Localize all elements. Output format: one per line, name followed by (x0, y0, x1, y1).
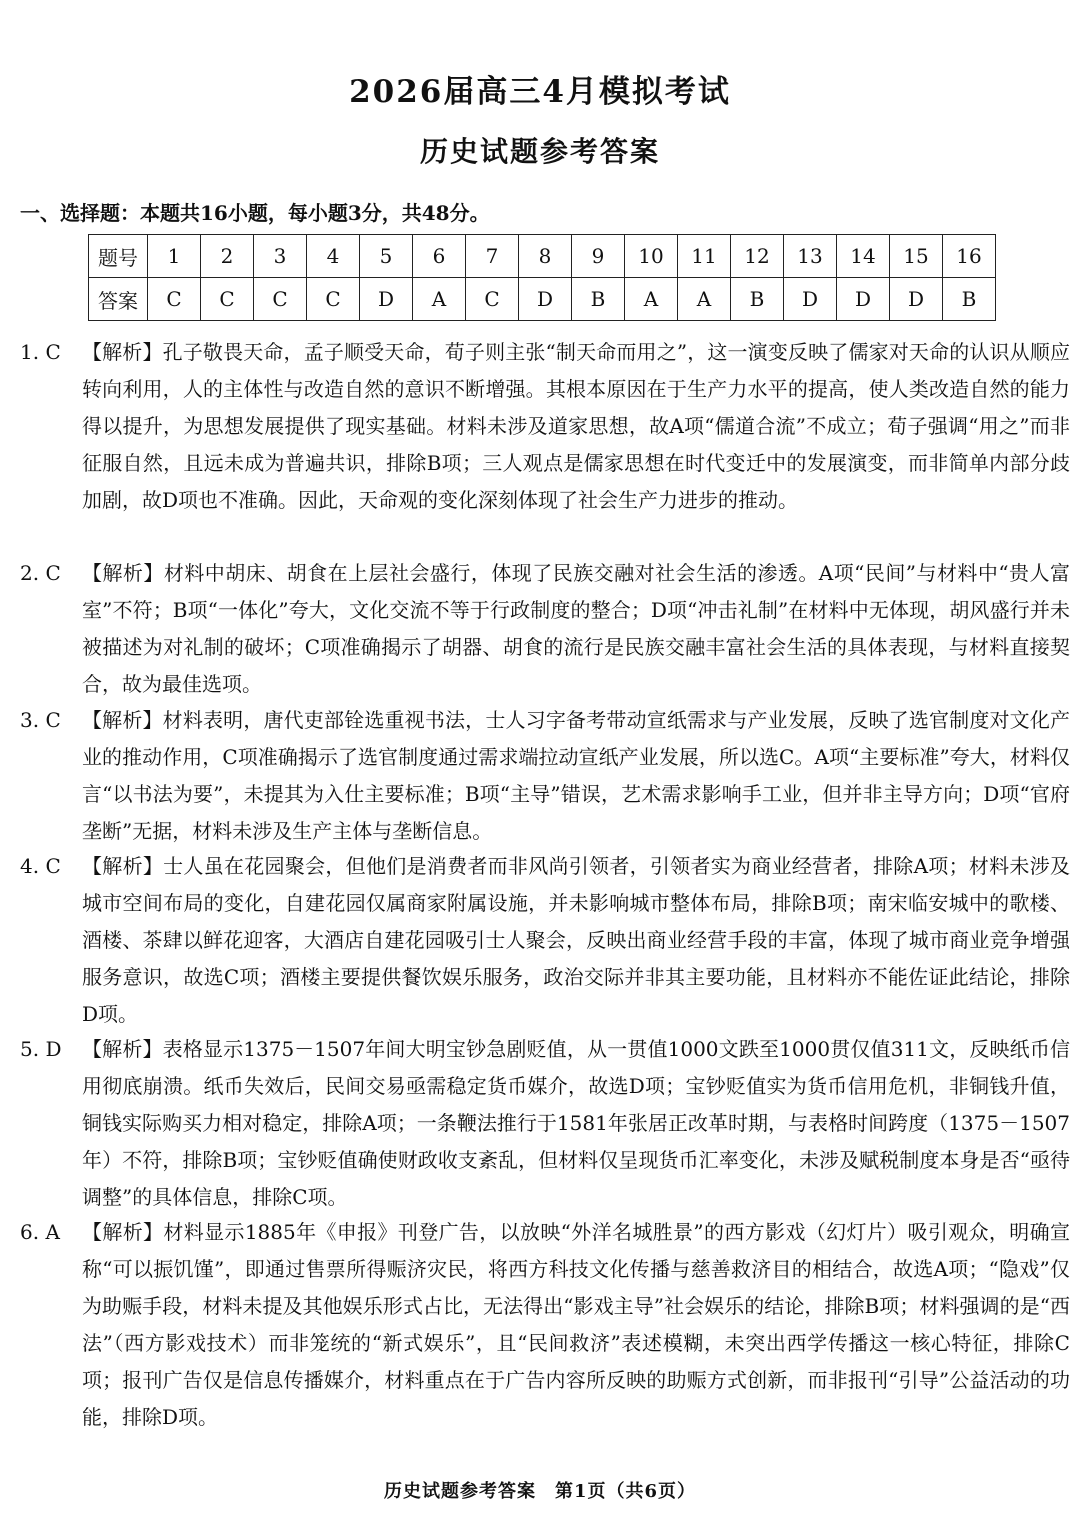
exam-title: 2026届高三4月模拟考试 (349, 74, 731, 110)
question-number-cell: 5 (360, 235, 413, 278)
question-number-answer: 3. C (20, 708, 61, 732)
question-number-cell: 2 (201, 235, 254, 278)
question-number-answer: 2. C (20, 561, 61, 585)
explanation-text: 【解析】材料显示1885年《申报》刊登广告，以放映“外洋名城胜景”的西方影戏（幻灯片）吸引观众，明确宣称“可以振饥馑”，即通过售票所得赈济灾民，将西方科技文化传播与慈善救济目的相结合，故选A项；“隐戏”仅为助赈手段，材料未提及其他娱乐形式占比，无法得出“影戏主导”社会娱乐的结论，排除B项；材料强调的是“西法”（西方影戏技术）而非笼统的“新式娱乐”，且“民间救济”表述模糊，未突出西学传播这一核心特征，排除C项；报刊广告仅是信息传播媒介，材料重点在于广告内容所反映的助赈方式创新，而非报刊“引导”公益活动的功能，排除D项。 (82, 1220, 1070, 1429)
question-number-cell: 8 (519, 235, 572, 278)
row-label-answers: 答案 (89, 278, 148, 321)
question-number-cell: 6 (413, 235, 466, 278)
question-explanation (20, 848, 1070, 1033)
explanation-text: 【解析】材料表明，唐代吏部铨选重视书法，士人习字备考带动宣纸需求与产业发展，反映了选官制度对文化产业的推动作用，C项准确揭示了选官制度通过需求端拉动宣纸产业发展，所以选C。A项“主要标准”夸大，材料仅言“以书法为要”，未提其为入仕主要标准；B项“主导”错误，艺术需求影响手工业，但并非主导方向；D项“官府垄断”无据，材料未涉及生产主体与垄断信息。 (82, 708, 1070, 843)
question-number-cell: 3 (254, 235, 307, 278)
explanation-text: 【解析】士人虽在花园聚会，但他们是消费者而非风尚引领者，引领者实为商业经营者，排除A项；材料未涉及城市空间布局的变化，自建花园仅属商家附属设施，并未影响城市整体布局，排除B项；南宋临安城中的歌楼、酒楼、茶肆以鲜花迎客，大酒店自建花园吸引士人聚会，反映出商业经营手段的丰富，体现了城市商业竞争增强服务意识，故选C项；酒楼主要提供餐饮娱乐服务，政治交际并非其主要功能，且材料亦不能佐证此结论，排除D项。 (82, 854, 1070, 1026)
explanation-text: 【解析】材料中胡床、胡食在上层社会盛行，体现了民族交融对社会生活的渗透。A项“民间”与材料中“贵人富室”不符；B项“一体化”夸大，文化交流不等于行政制度的整合；D项“冲击礼制”在材料中无体现，胡风盛行并未被描述为对礼制的破坏；C项准确揭示了胡器、胡食的流行是民族交融丰富社会生活的具体表现，与材料直接契合，故为最佳选项。 (82, 561, 1070, 696)
question-number-cell: 14 (837, 235, 890, 278)
question-number-cell: 12 (731, 235, 784, 278)
answer-cell: A (678, 278, 731, 321)
answer-table (88, 234, 996, 321)
answer-cell: B (572, 278, 625, 321)
answer-cell: C (254, 278, 307, 321)
question-explanation (20, 334, 1070, 519)
answer-cell: C (201, 278, 254, 321)
question-explanation (20, 1031, 1070, 1216)
answer-table-number-row (89, 235, 996, 278)
question-number-cell: 10 (625, 235, 678, 278)
question-number-cell: 9 (572, 235, 625, 278)
question-number-cell: 7 (466, 235, 519, 278)
question-number-cell: 13 (784, 235, 837, 278)
answer-cell: A (413, 278, 466, 321)
answer-cell: C (466, 278, 519, 321)
exam-subtitle: 历史试题参考答案 (419, 135, 660, 168)
page-footer: 历史试题参考答案 第1页（共6页） (383, 1481, 697, 1502)
answer-cell: A (625, 278, 678, 321)
question-explanation (20, 702, 1070, 850)
answer-cell: B (731, 278, 784, 321)
explanation-text: 【解析】孔子敬畏天命，孟子顺受天命，荀子则主张“制天命而用之”，这一演变反映了儒家对天命的认识从顺应转向利用，人的主体性与改造自然的意识不断增强。其根本原因在于生产力水平的提高，使人类改造自然的能力得以提升，为思想发展提供了现实基础。材料未涉及道家思想，故A项“儒道合流”不成立；荀子强调“用之”而非征服自然，且远未成为普遍共识，排除B项；三人观点是儒家思想在时代变迁中的发展演变，而非简单内部分歧加剧，故D项也不准确。因此，天命观的变化深刻体现了社会生产力进步的推动。 (82, 340, 1070, 512)
question-number-cell: 1 (148, 235, 201, 278)
answer-cell: C (307, 278, 360, 321)
answer-cell: C (148, 278, 201, 321)
explanation-text: 【解析】表格显示1375－1507年间大明宝钞急剧贬值，从一贯值1000文跌至1000贯仅值311文，反映纸币信用彻底崩溃。纸币失效后，民间交易亟需稳定货币媒介，故选D项；宝钞贬值实为货币信用危机，非铜钱升值，铜钱实际购买力相对稳定，排除A项；一条鞭法推行于1581年张居正改革时期，与表格时间跨度（1375－1507年）不符，排除B项；宝钞贬值确使财政收支紊乱，但材料仅呈现货币汇率变化，未涉及赋税制度本身是否“亟待调整”的具体信息，排除C项。 (82, 1037, 1070, 1209)
answer-table-answer-row (89, 278, 996, 321)
answer-cell: B (943, 278, 996, 321)
question-number-cell: 15 (890, 235, 943, 278)
question-number-answer: 5. D (20, 1037, 62, 1061)
answer-cell: D (519, 278, 572, 321)
question-number-cell: 4 (307, 235, 360, 278)
answer-cell: D (360, 278, 413, 321)
question-number-answer: 4. C (20, 854, 61, 878)
answer-cell: D (784, 278, 837, 321)
section-heading: 一、选择题：本题共16小题，每小题3分，共48分。 (20, 201, 490, 225)
row-label-numbers: 题号 (89, 235, 148, 278)
answer-cell: D (890, 278, 943, 321)
question-number-cell: 16 (943, 235, 996, 278)
question-number-answer: 1. C (20, 340, 61, 364)
question-number-answer: 6. A (20, 1220, 60, 1244)
answer-cell: D (837, 278, 890, 321)
question-number-cell: 11 (678, 235, 731, 278)
question-explanation (20, 555, 1070, 703)
question-explanation (20, 1214, 1070, 1436)
